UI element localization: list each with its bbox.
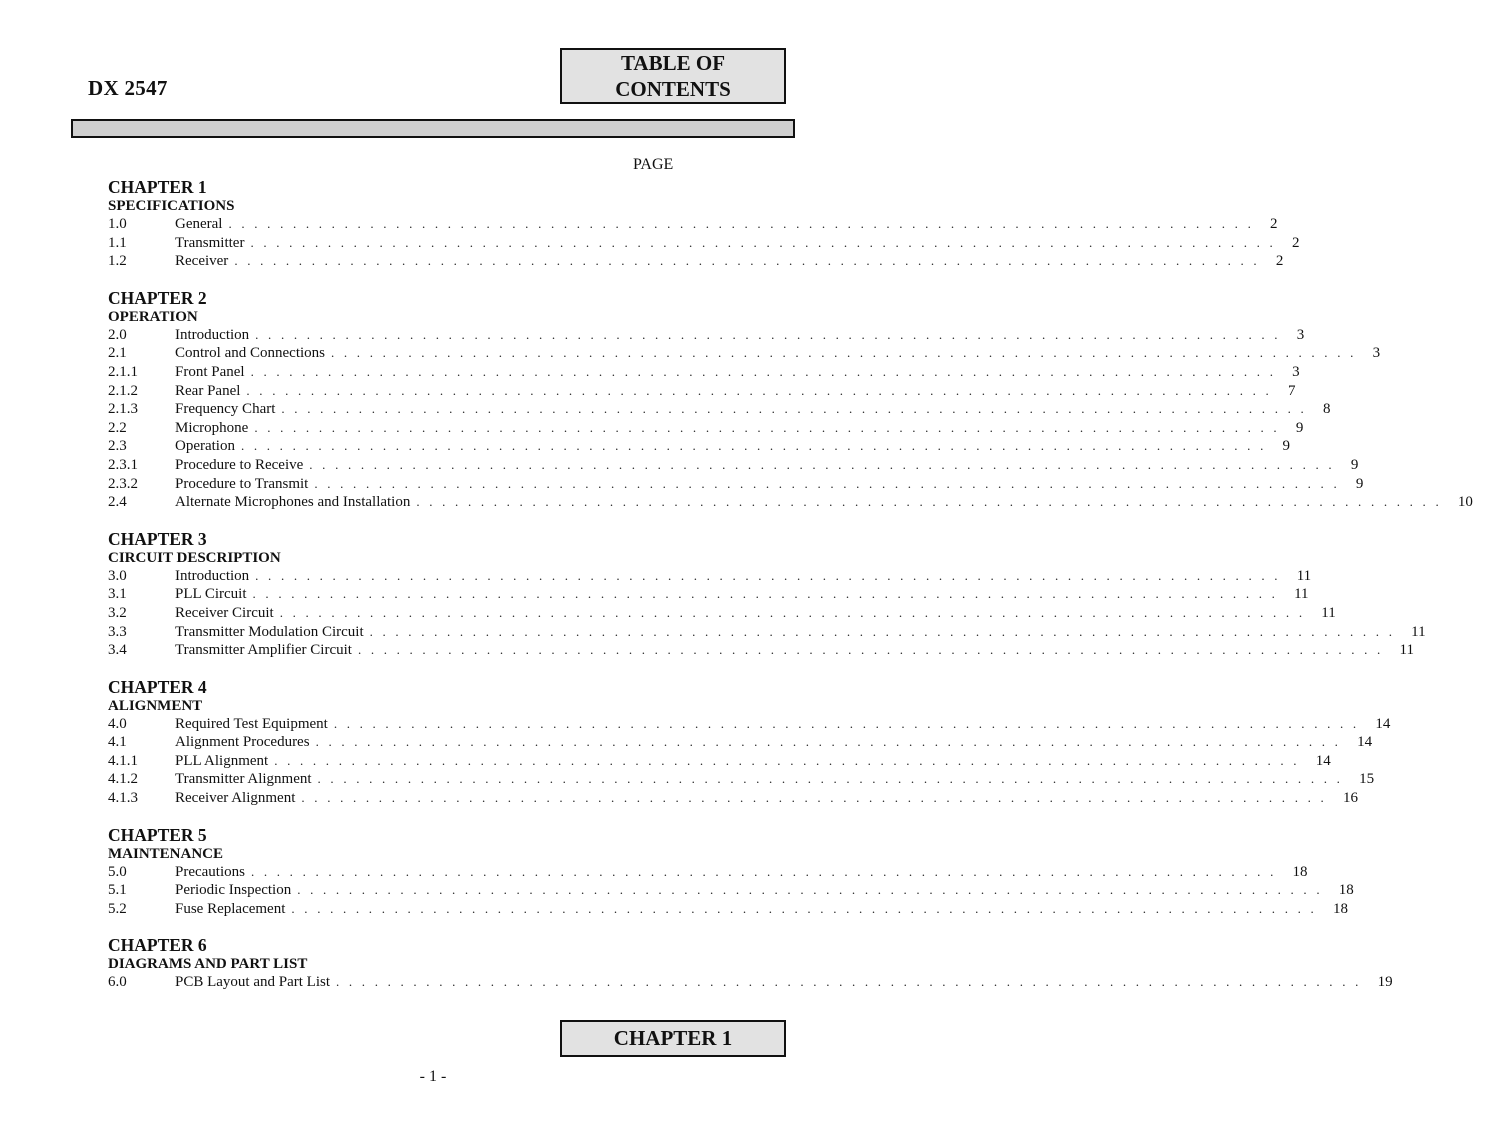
dot-leader: . . . . . . . . . . . . . . . . . . . . . . . . . . . . . . . . . . . . . . . . . . . . . . . . . . . . . . . . . . . . . . . . . . . . . . . . . . . . . . . .	[315, 734, 1342, 750]
toc-entry-label-group	[175, 733, 1357, 752]
dot-leader: . . . . . . . . . . . . . . . . . . . . . . . . . . . . . . . . . . . . . . . . . . . . . . . . . . . . . . . . . . . . . . . . . . . . . . . . . . . . . . . .	[314, 475, 1340, 491]
toc-entry-number: 2.1	[108, 345, 127, 362]
toc-entry[interactable]	[108, 456, 1359, 475]
toc-entry-number: 5.0	[108, 863, 127, 880]
toc-entry-label-group	[175, 363, 1292, 382]
toc-entry-page: 9	[1295, 419, 1304, 436]
toc-entry-label: Control and Connections	[175, 345, 325, 362]
toc-entry-label-group	[175, 973, 1378, 992]
toc-entry-label: Transmitter Amplifier Circuit	[175, 642, 352, 659]
dot-leader: . . . . . . . . . . . . . . . . . . . . . . . . . . . . . . . . . . . . . . . . . . . . . . . . . . . . . . . . . . . . . . . . . . . . . . . . . . . . . . . .	[250, 863, 1277, 879]
toc-entry-page: 3	[1296, 326, 1305, 343]
dot-leader: . . . . . . . . . . . . . . . . . . . . . . . . . . . . . . . . . . . . . . . . . . . . . . . . . . . . . . . . . . . . . . . . . . . . . . . . . . . . . . . .	[317, 771, 1344, 787]
toc-entry[interactable]	[108, 585, 1309, 604]
toc-entry-number: 4.0	[108, 715, 127, 732]
toc-title-box	[560, 48, 786, 104]
toc-entry-number: 5.2	[108, 900, 127, 917]
page-column-header: PAGE	[633, 156, 674, 173]
chapter-title: CHAPTER 1	[108, 177, 207, 197]
toc-entry-page: 9	[1355, 475, 1364, 492]
toc-entry[interactable]	[108, 344, 1381, 363]
toc-entry-page: 3	[1372, 345, 1381, 362]
toc-entry[interactable]	[108, 252, 1284, 271]
chapter-title: CHAPTER 6	[108, 935, 207, 956]
toc-entry-label: Alternate Microphones and Installation	[175, 494, 411, 511]
toc-entry-label-group	[175, 752, 1316, 771]
toc-entry-label: Periodic Inspection	[175, 882, 292, 899]
toc-entry-label-group	[175, 863, 1293, 882]
toc-entry-page: 18	[1332, 900, 1348, 917]
dot-leader: . . . . . . . . . . . . . . . . . . . . . . . . . . . . . . . . . . . . . . . . . . . . . . . . . . . . . . . . . . . . . . . . . . . . . . . . . . . . . . . .	[254, 419, 1280, 435]
toc-entry[interactable]	[108, 419, 1304, 438]
toc-entry[interactable]	[108, 623, 1426, 642]
chapter-subtitle: DIAGRAMS AND PART LIST	[108, 956, 308, 973]
dot-leader: . . . . . . . . . . . . . . . . . . . . . . . . . . . . . . . . . . . . . . . . . . . . . . . . . . . . . . . . . . . . . . . . . . . . . . . . . . . . . . . .	[250, 234, 1277, 250]
toc-entry-page: 15	[1359, 771, 1375, 788]
dot-leader: . . . . . . . . . . . . . . . . . . . . . . . . . . . . . . . . . . . . . . . . . . . . . . . . . . . . . . . . . . . . . . . . . . . . . . . . . . . . . . . .	[333, 715, 1360, 731]
toc-entry-label-group	[175, 382, 1288, 401]
toc-entry-page: 8	[1322, 401, 1331, 418]
chapter-subtitle: MAINTENANCE	[108, 845, 224, 862]
toc-entry-label: Microphone	[175, 419, 249, 436]
toc-entry-label: Introduction	[175, 326, 250, 343]
toc-entry-label-group	[175, 493, 1458, 512]
toc-entry-number: 2.1.2	[108, 382, 138, 399]
toc-entry-label: Rear Panel	[175, 382, 241, 399]
toc-entry-page: 19	[1377, 974, 1393, 991]
toc-entry-label: Fuse Replacement	[175, 900, 286, 917]
toc-entry-number: 2.1.3	[108, 401, 138, 418]
dot-leader: . . . . . . . . . . . . . . . . . . . . . . . . . . . . . . . . . . . . . . . . . . . . . . . . . . . . . . . . . . . . . . . . . . . . . . . . . . . . . . . .	[252, 586, 1279, 602]
chapter-tab-box	[560, 1020, 786, 1057]
dot-leader: . . . . . . . . . . . . . . . . . . . . . . . . . . . . . . . . . . . . . . . . . . . . . . . . . . . . . . . . . . . . . . . . . . . . . . . . . . . . . . . .	[297, 882, 1323, 898]
dot-leader: . . . . . . . . . . . . . . . . . . . . . . . . . . . . . . . . . . . . . . . . . . . . . . . . . . . . . . . . . . . . . . . . . . . . . . . . . . . . . . . .	[279, 604, 1306, 620]
dot-leader: . . . . . . . . . . . . . . . . . . . . . . . . . . . . . . . . . . . . . . . . . . . . . . . . . . . . . . . . . . . . . . . . . . . . . . . . . . . . . . . .	[291, 900, 1317, 916]
dot-leader: . . . . . . . . . . . . . . . . . . . . . . . . . . . . . . . . . . . . . . . . . . . . . . . . . . . . . . . . . . . . . . . . . . . . . . . . . . . . . . . .	[369, 623, 1396, 639]
toc-entry-number: 4.1.2	[108, 771, 138, 788]
toc-entry-page: 9	[1350, 456, 1359, 473]
toc-entry-page: 2	[1292, 234, 1300, 251]
toc-entry-page: 11	[1411, 623, 1426, 640]
toc-entry[interactable]	[108, 789, 1358, 808]
toc-entry[interactable]	[108, 752, 1331, 771]
chapter-section	[108, 177, 1300, 271]
toc-entry-label-group	[175, 234, 1292, 253]
toc-entry-page: 16	[1342, 790, 1358, 807]
toc-entry-number: 6.0	[108, 974, 127, 991]
toc-entry-page: 14	[1315, 752, 1331, 769]
chapter-tab-label: CHAPTER 1	[613, 1026, 733, 1050]
toc-entry-page: 14	[1357, 734, 1373, 751]
toc-entry[interactable]	[108, 604, 1336, 623]
toc-entry-label-group	[175, 900, 1333, 919]
dot-leader: . . . . . . . . . . . . . . . . . . . . . . . . . . . . . . . . . . . . . . . . . . . . . . . . . . . . . . . . . . . . . . . . . . . . . . . . . . . . . . . .	[357, 642, 1384, 658]
toc-entry[interactable]	[108, 437, 1291, 456]
chapter-subtitle: CIRCUIT DESCRIPTION	[108, 549, 281, 566]
chapter-section	[108, 528, 1426, 660]
dot-leader: . . . . . . . . . . . . . . . . . . . . . . . . . . . . . . . . . . . . . . . . . . . . . . . . . . . . . . . . . . . . . . . . . . . . . . . . . . . . . . . .	[281, 401, 1307, 417]
toc-entry-label-group	[175, 252, 1276, 271]
toc-entry-label: Receiver Alignment	[175, 790, 296, 807]
toc-entry-label-group	[175, 456, 1351, 475]
toc-entry-label: Operation	[175, 438, 235, 455]
dot-leader: . . . . . . . . . . . . . . . . . . . . . . . . . . . . . . . . . . . . . . . . . . . . . . . . . . . . . . . . . . . . . . . . . . . . . . . . . . . . . . . .	[255, 326, 1281, 342]
toc-entry-number: 3.3	[108, 623, 127, 640]
dot-leader: . . . . . . . . . . . . . . . . . . . . . . . . . . . . . . . . . . . . . . . . . . . . . . . . . . . . . . . . . . . . . . . . . . . . . . . . . . . . . . . .	[240, 438, 1267, 454]
toc-entry-page: 14	[1375, 715, 1391, 732]
toc-entry[interactable]	[108, 863, 1308, 882]
toc-entry-number: 4.1.3	[108, 790, 138, 807]
toc-entry-page: 11	[1296, 567, 1312, 584]
toc-entry-label: PLL Circuit	[175, 586, 247, 603]
toc-entry-number: 5.1	[108, 882, 127, 899]
toc-entry-label: General	[175, 216, 223, 232]
toc-entry-label-group	[175, 419, 1296, 438]
dot-leader: . . . . . . . . . . . . . . . . . . . . . . . . . . . . . . . . . . . . . . . . . . . . . . . . . . . . . . . . . . . . . . . . . . . . . . . . . . . . . . . .	[416, 494, 1442, 510]
toc-entry-label: Frequency Chart	[175, 401, 276, 418]
dot-leader: . . . . . . . . . . . . . . . . . . . . . . . . . . . . . . . . . . . . . . . . . . . . . . . . . . . . . . . . . . . . . . . . . . . . . . . . . . . . . . . .	[301, 790, 1327, 806]
toc-entry-number: 4.1	[108, 734, 127, 751]
toc-entry-label-group	[175, 475, 1356, 494]
toc-title: TABLE OF CONTENTS	[615, 51, 731, 101]
chapter-title: CHAPTER 5	[108, 824, 207, 845]
chapter-section	[108, 824, 1354, 919]
toc-entry[interactable]	[108, 215, 1278, 234]
header-rule-bar	[71, 119, 795, 138]
toc-entry-number: 2.3	[108, 438, 127, 455]
toc-entry-label: Procedure to Transmit	[175, 475, 309, 492]
toc-entry-label-group	[175, 437, 1283, 456]
dot-leader: . . . . . . . . . . . . . . . . . . . . . . . . . . . . . . . . . . . . . . . . . . . . . . . . . . . . . . . . . . . . . . . . . . . . . . . . . . . . . . . .	[309, 456, 1335, 472]
toc-entry-label: Transmitter Alignment	[175, 771, 312, 788]
toc-entry-label-group	[175, 215, 1270, 234]
toc-entry-label-group	[175, 641, 1400, 660]
toc-entry-label-group	[175, 585, 1294, 604]
toc-entry[interactable]	[108, 715, 1391, 734]
toc-entry[interactable]	[108, 770, 1375, 789]
dot-leader: . . . . . . . . . . . . . . . . . . . . . . . . . . . . . . . . . . . . . . . . . . . . . . . . . . . . . . . . . . . . . . . . . . . . . . . . . . . . . . . .	[331, 345, 1357, 361]
dot-leader: . . . . . . . . . . . . . . . . . . . . . . . . . . . . . . . . . . . . . . . . . . . . . . . . . . . . . . . . . . . . . . . . . . . . . . . . . . . . . . . .	[336, 974, 1362, 990]
toc-entry-page: 18	[1292, 863, 1308, 880]
dot-leader: . . . . . . . . . . . . . . . . . . . . . . . . . . . . . . . . . . . . . . . . . . . . . . . . . . . . . . . . . . . . . . . . . . . . . . . . . . . . . . . .	[274, 752, 1300, 768]
toc-entry-label: Procedure to Receive	[175, 456, 304, 473]
toc-entry-page: 11	[1399, 642, 1414, 659]
toc-entry[interactable]	[108, 900, 1348, 919]
toc-entry-label-group	[175, 344, 1373, 363]
chapter-subtitle: OPERATION	[108, 308, 198, 325]
chapter-title: CHAPTER 2	[108, 287, 207, 308]
toc-entry-label: Receiver Circuit	[175, 604, 274, 621]
toc-entry[interactable]	[108, 234, 1300, 253]
chapter-section	[108, 935, 1393, 992]
toc-entry-label: Transmitter Modulation Circuit	[175, 623, 364, 640]
toc-entry-label: Front Panel	[175, 363, 245, 380]
toc-entry-number: 4.1.1	[108, 752, 138, 769]
toc-entry-number: 2.3.1	[108, 456, 138, 473]
toc-entry-label-group	[175, 400, 1323, 419]
dot-leader: . . . . . . . . . . . . . . . . . . . . . . . . . . . . . . . . . . . . . . . . . . . . . . . . . . . . . . . . . . . . . . . . . . . . . . . . . . . . . . . .	[228, 216, 1255, 231]
toc-entry-label-group	[175, 770, 1359, 789]
toc-entry-number: 2.0	[108, 326, 127, 343]
toc-entry-page: 10	[1457, 494, 1473, 511]
toc-entry-label-group	[175, 623, 1411, 642]
table-of-contents	[108, 177, 1473, 1009]
toc-entry-number: 2.4	[108, 494, 127, 511]
toc-entry-label: PLL Alignment	[175, 752, 269, 769]
toc-entry[interactable]	[108, 733, 1373, 752]
dot-leader: . . . . . . . . . . . . . . . . . . . . . . . . . . . . . . . . . . . . . . . . . . . . . . . . . . . . . . . . . . . . . . . . . . . . . . . . . . . . . . . .	[234, 253, 1260, 269]
toc-entry-page: 2	[1275, 253, 1284, 270]
toc-entry-page: 3	[1292, 363, 1300, 380]
document-model: DX 2547	[88, 76, 168, 100]
toc-entry-label: Receiver	[175, 253, 229, 270]
toc-entry-number: 1.0	[108, 216, 127, 232]
toc-entry-label-group	[175, 604, 1321, 623]
toc-entry[interactable]	[108, 382, 1296, 401]
toc-entry-page: 11	[1321, 604, 1336, 621]
toc-entry-number: 3.4	[108, 642, 127, 659]
toc-entry-label-group	[175, 326, 1297, 345]
chapter-subtitle: SPECIFICATIONS	[108, 198, 235, 214]
toc-entry-number: 3.2	[108, 604, 127, 621]
toc-entry-page: 18	[1338, 882, 1354, 899]
toc-entry-number: 2.1.1	[108, 363, 138, 380]
dot-leader: . . . . . . . . . . . . . . . . . . . . . . . . . . . . . . . . . . . . . . . . . . . . . . . . . . . . . . . . . . . . . . . . . . . . . . . . . . . . . . . .	[255, 567, 1281, 583]
page-number: - 1 -	[419, 1068, 447, 1085]
toc-entry-number: 1.1	[108, 234, 127, 251]
toc-entry-number: 2.2	[108, 419, 127, 436]
dot-leader: . . . . . . . . . . . . . . . . . . . . . . . . . . . . . . . . . . . . . . . . . . . . . . . . . . . . . . . . . . . . . . . . . . . . . . . . . . . . . . . .	[246, 382, 1272, 398]
chapter-subtitle: ALIGNMENT	[108, 697, 203, 714]
toc-entry[interactable]	[108, 493, 1473, 512]
toc-entry-number: 3.1	[108, 586, 127, 603]
toc-entry-number: 3.0	[108, 567, 127, 584]
toc-entry[interactable]	[108, 363, 1300, 382]
toc-entry[interactable]	[108, 400, 1331, 419]
toc-entry[interactable]	[108, 475, 1364, 494]
toc-entry-label: Introduction	[175, 567, 250, 584]
toc-entry-label-group	[175, 715, 1375, 734]
chapter-title: CHAPTER 4	[108, 676, 207, 697]
toc-entry-page: 2	[1270, 216, 1278, 232]
chapter-title: CHAPTER 3	[108, 528, 207, 549]
chapter-section	[108, 287, 1473, 512]
toc-entry-page: 9	[1282, 438, 1291, 455]
toc-entry[interactable]	[108, 881, 1354, 900]
toc-entry[interactable]	[108, 973, 1393, 992]
toc-entry[interactable]	[108, 567, 1312, 586]
toc-entry-label-group	[175, 567, 1297, 586]
toc-entry-number: 2.3.2	[108, 475, 138, 492]
toc-entry-page: 7	[1287, 382, 1296, 399]
toc-entry-label-group	[175, 789, 1343, 808]
dot-leader: . . . . . . . . . . . . . . . . . . . . . . . . . . . . . . . . . . . . . . . . . . . . . . . . . . . . . . . . . . . . . . . . . . . . . . . . . . . . . . . .	[250, 363, 1277, 379]
chapter-section	[108, 676, 1391, 808]
toc-entry-label: Required Test Equipment	[175, 715, 328, 732]
toc-entry-label: Transmitter	[175, 234, 245, 251]
toc-entry[interactable]	[108, 641, 1414, 660]
toc-entry-label: Precautions	[175, 863, 245, 880]
toc-entry-number: 1.2	[108, 253, 127, 270]
toc-entry[interactable]	[108, 326, 1305, 345]
toc-entry-page: 11	[1294, 586, 1309, 603]
toc-entry-label: PCB Layout and Part List	[175, 974, 330, 991]
toc-entry-label: Alignment Procedures	[175, 734, 310, 751]
toc-entry-label-group	[175, 881, 1339, 900]
